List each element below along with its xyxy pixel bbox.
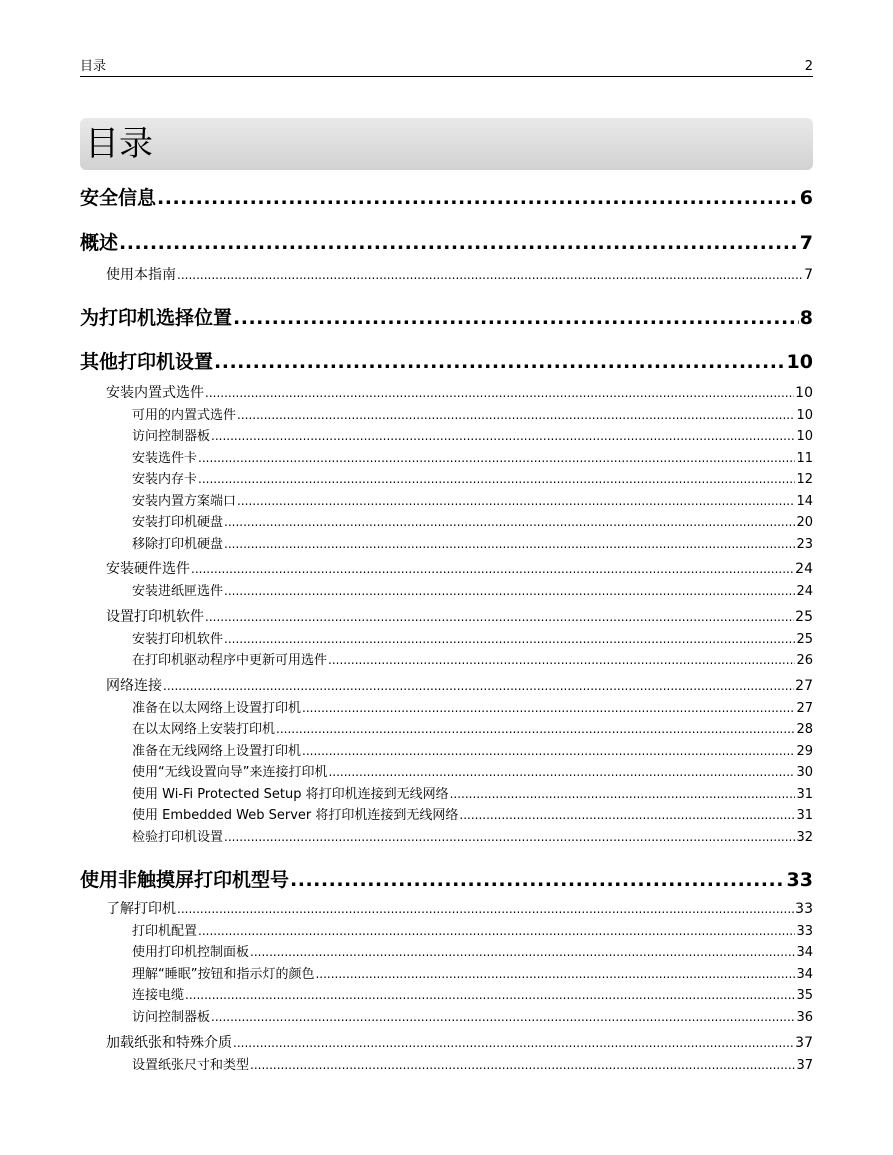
dot-leader bbox=[237, 493, 795, 510]
toc-entry-page: 10 bbox=[795, 385, 813, 401]
toc-entry-level3[interactable] bbox=[132, 944, 813, 961]
toc-entry-label: 设置打印机软件 bbox=[106, 609, 204, 625]
toc-entry-label: 使用本指南 bbox=[106, 267, 176, 283]
toc-entry-label: 安装内置方案端口 bbox=[132, 494, 237, 509]
toc-entry-label: 概述 bbox=[80, 232, 119, 254]
toc-entry-page: 7 bbox=[799, 232, 813, 254]
toc-entry-label: 在以太网络上安装打印机 bbox=[132, 722, 276, 737]
toc-entry-page: 6 bbox=[799, 187, 813, 209]
dot-leader bbox=[315, 966, 795, 983]
toc-entry-label: 设置纸张尺寸和类型 bbox=[132, 1058, 250, 1073]
running-header bbox=[80, 58, 813, 76]
dot-leader bbox=[328, 652, 795, 669]
toc-entry-label: 加载纸张和特殊介质 bbox=[106, 1035, 232, 1051]
toc-entry-page: 24 bbox=[795, 561, 813, 577]
toc-entry-label: 安装内存卡 bbox=[132, 472, 198, 487]
dot-leader bbox=[459, 807, 795, 824]
toc-entry-page: 33 bbox=[796, 924, 813, 939]
dot-leader bbox=[214, 349, 786, 375]
toc-entry-page: 34 bbox=[796, 945, 813, 960]
toc-entry-label: 安装打印机软件 bbox=[132, 632, 224, 647]
dot-leader bbox=[224, 631, 795, 648]
title-band bbox=[80, 118, 813, 170]
dot-leader bbox=[276, 721, 795, 738]
toc-entry-level2[interactable] bbox=[106, 384, 813, 402]
toc-entry-level3[interactable] bbox=[132, 923, 813, 940]
dot-leader bbox=[302, 700, 795, 717]
toc-entry-page: 33 bbox=[795, 901, 813, 917]
toc-entry-level3[interactable] bbox=[132, 987, 813, 1004]
toc-entry-label: 连接电缆 bbox=[132, 988, 185, 1003]
dot-leader bbox=[290, 867, 786, 893]
dot-leader bbox=[450, 786, 796, 803]
toc-entry-level3[interactable] bbox=[132, 428, 813, 445]
dot-leader bbox=[328, 764, 795, 781]
toc-entry-level3[interactable] bbox=[132, 583, 813, 600]
dot-leader bbox=[163, 677, 794, 695]
toc-entry-page: 30 bbox=[796, 765, 813, 780]
toc-entry-page: 14 bbox=[796, 494, 813, 509]
header-section-title: 目录 bbox=[80, 59, 107, 74]
toc-entry-page: 26 bbox=[796, 653, 813, 668]
dot-leader bbox=[302, 743, 795, 760]
toc-entry-page: 34 bbox=[796, 967, 813, 982]
toc-entry-level3[interactable] bbox=[132, 493, 813, 510]
toc-entry-level2[interactable] bbox=[106, 900, 813, 918]
toc-entry-page: 27 bbox=[796, 701, 813, 716]
toc-entry-page: 33 bbox=[786, 869, 813, 891]
toc-entry-level3[interactable] bbox=[132, 829, 813, 846]
dot-leader bbox=[233, 305, 799, 331]
dot-leader bbox=[191, 560, 794, 578]
dot-leader bbox=[211, 428, 795, 445]
toc-entry-page: 23 bbox=[796, 537, 813, 552]
toc-entry-page: 20 bbox=[796, 515, 813, 530]
toc-entry-level3[interactable] bbox=[132, 721, 813, 738]
toc-entry-page: 37 bbox=[795, 1035, 813, 1051]
toc-entry-level1[interactable] bbox=[80, 305, 813, 331]
toc-entry-label: 使用打印机控制面板 bbox=[132, 945, 250, 960]
toc-entry-label: 使用“无线设置向导”来连接打印机 bbox=[132, 765, 328, 780]
dot-leader bbox=[250, 1057, 795, 1074]
dot-leader bbox=[224, 536, 795, 553]
toc-entry-label: 安装选件卡 bbox=[132, 451, 198, 466]
toc-entry-page: 31 bbox=[796, 808, 813, 823]
toc-entry-level3[interactable] bbox=[132, 652, 813, 669]
toc-entry-level3[interactable] bbox=[132, 1057, 813, 1074]
dot-leader bbox=[198, 923, 795, 940]
toc-entry-level1[interactable] bbox=[80, 349, 813, 375]
toc-entry-page: 25 bbox=[795, 609, 813, 625]
toc-entry-level1[interactable] bbox=[80, 230, 813, 256]
toc-entry-level3[interactable] bbox=[132, 471, 813, 488]
toc-entry-page: 35 bbox=[796, 988, 813, 1003]
toc-entry-label: 安全信息 bbox=[80, 187, 157, 209]
toc-entry-label: 理解“睡眠”按钮和指示灯的颜色 bbox=[132, 967, 315, 982]
toc-entry-label: 安装打印机硬盘 bbox=[132, 515, 224, 530]
toc-entry-level3[interactable] bbox=[132, 807, 813, 824]
toc-entry-label: 安装内置式选件 bbox=[106, 385, 204, 401]
toc-entry-label: 准备在以太网络上设置打印机 bbox=[132, 701, 302, 716]
dot-leader bbox=[237, 407, 795, 424]
toc-entry-level3[interactable] bbox=[132, 536, 813, 553]
toc-entry-level3[interactable] bbox=[132, 1009, 813, 1026]
toc-entry-page: 24 bbox=[796, 584, 813, 599]
toc-entry-page: 7 bbox=[804, 267, 813, 283]
toc-entry-level2[interactable] bbox=[106, 608, 813, 626]
toc-entry-label: 为打印机选择位置 bbox=[80, 307, 233, 329]
toc-entry-label: 准备在无线网络上设置打印机 bbox=[132, 744, 302, 759]
toc-entry-level2[interactable] bbox=[106, 677, 813, 695]
dot-leader bbox=[119, 230, 799, 256]
dot-leader bbox=[205, 608, 794, 626]
toc-entry-label: 了解打印机 bbox=[106, 901, 176, 917]
toc-entry-page: 32 bbox=[796, 830, 813, 845]
dot-leader bbox=[177, 900, 794, 918]
toc-entry-label: 访问控制器板 bbox=[132, 429, 211, 444]
toc-entry-level3[interactable] bbox=[132, 700, 813, 717]
toc-entry-level3[interactable] bbox=[132, 631, 813, 648]
toc-entry-page: 10 bbox=[796, 429, 813, 444]
dot-leader bbox=[250, 944, 795, 961]
toc-entry-page: 10 bbox=[786, 351, 813, 373]
toc-entry-label: 安装硬件选件 bbox=[106, 561, 190, 577]
toc-entry-page: 29 bbox=[796, 744, 813, 759]
dot-leader bbox=[185, 987, 795, 1004]
toc-entry-label: 使用非触摸屏打印机型号 bbox=[80, 869, 290, 891]
toc-entry-page: 12 bbox=[796, 472, 813, 487]
toc-entry-page: 37 bbox=[796, 1058, 813, 1073]
toc-entry-level3[interactable] bbox=[132, 786, 813, 803]
toc-entry-level2[interactable] bbox=[106, 1034, 813, 1052]
toc-entry-level3[interactable] bbox=[132, 514, 813, 531]
toc-entry-level3[interactable] bbox=[132, 450, 813, 467]
toc-entry-page: 36 bbox=[796, 1010, 813, 1025]
toc-entry-page: 28 bbox=[796, 722, 813, 737]
header-page-number: 2 bbox=[804, 59, 813, 74]
dot-leader bbox=[198, 450, 795, 467]
toc-entry-level3[interactable] bbox=[132, 966, 813, 983]
toc-entry-page: 31 bbox=[796, 787, 813, 802]
toc-entry-label: 使用 Wi-Fi Protected Setup 将打印机连接到无线网络 bbox=[132, 787, 449, 802]
toc-entry-level3[interactable] bbox=[132, 407, 813, 424]
dot-leader bbox=[224, 583, 795, 600]
toc-entry-level1[interactable] bbox=[80, 185, 813, 211]
toc-entry-label: 使用 Embedded Web Server 将打印机连接到无线网络 bbox=[132, 808, 459, 823]
toc-entry-level2[interactable] bbox=[106, 266, 813, 284]
toc-entry-page: 11 bbox=[796, 451, 813, 466]
dot-leader bbox=[157, 185, 799, 211]
toc-entry-label: 可用的内置式选件 bbox=[132, 408, 237, 423]
dot-leader bbox=[211, 1009, 795, 1026]
toc-entry-level3[interactable] bbox=[132, 743, 813, 760]
dot-leader bbox=[224, 514, 795, 531]
toc-entry-level1[interactable] bbox=[80, 867, 813, 893]
toc-entry-label: 检验打印机设置 bbox=[132, 830, 224, 845]
toc-entry-level3[interactable] bbox=[132, 764, 813, 781]
toc-entry-page: 27 bbox=[795, 678, 813, 694]
dot-leader bbox=[205, 384, 794, 402]
dot-leader bbox=[177, 266, 803, 284]
toc-entry-label: 打印机配置 bbox=[132, 924, 198, 939]
toc-entry-label: 在打印机驱动程序中更新可用选件 bbox=[132, 653, 328, 668]
dot-leader bbox=[198, 471, 795, 488]
toc-entry-page: 10 bbox=[796, 408, 813, 423]
toc-entry-level2[interactable] bbox=[106, 560, 813, 578]
dot-leader bbox=[233, 1034, 794, 1052]
page-title: 目录 bbox=[85, 124, 153, 164]
toc-entry-page: 25 bbox=[796, 632, 813, 647]
header-rule bbox=[80, 76, 813, 77]
toc-entry-label: 移除打印机硬盘 bbox=[132, 537, 224, 552]
toc-entry-page: 8 bbox=[799, 307, 813, 329]
dot-leader bbox=[224, 829, 795, 846]
toc-entry-label: 访问控制器板 bbox=[132, 1010, 211, 1025]
toc-entry-label: 安装进纸匣选件 bbox=[132, 584, 224, 599]
toc-entry-label: 其他打印机设置 bbox=[80, 351, 214, 373]
toc-entry-label: 网络连接 bbox=[106, 678, 162, 694]
